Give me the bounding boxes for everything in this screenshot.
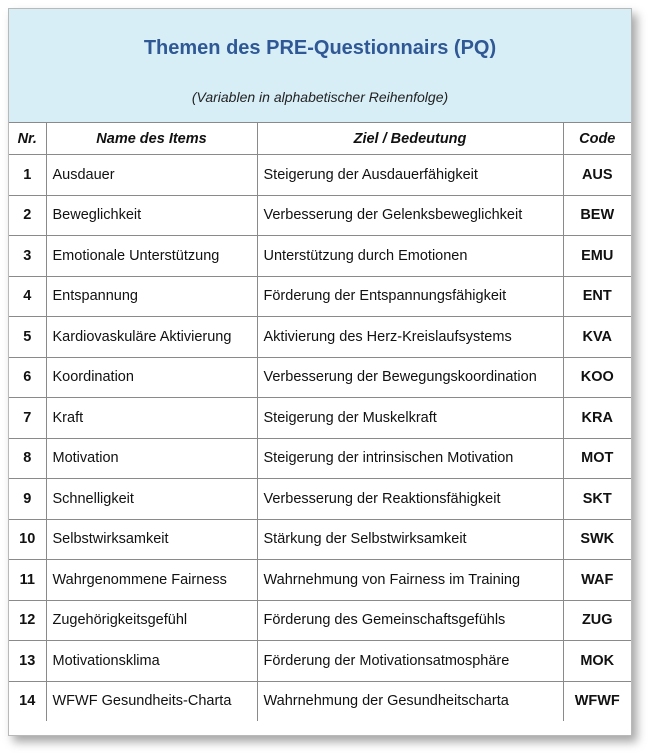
column-header-ziel: Ziel / Bedeutung [257, 123, 563, 155]
cell-nr: 6 [9, 357, 46, 398]
table-row [9, 398, 631, 439]
cell-code: EMU [563, 236, 631, 277]
cell-ziel: Förderung des Gemeinschaftsgefühls [257, 600, 563, 641]
cell-code: SWK [563, 519, 631, 560]
cell-nr: 12 [9, 600, 46, 641]
table-row [9, 438, 631, 479]
cell-name: Entspannung [46, 276, 257, 317]
cell-name: Wahrgenommene Fairness [46, 560, 257, 601]
cell-code: MOK [563, 641, 631, 682]
cell-code: ZUG [563, 600, 631, 641]
cell-ziel: Verbesserung der Reaktionsfähigkeit [257, 479, 563, 520]
cell-nr: 10 [9, 519, 46, 560]
cell-name: Emotionale Unterstützung [46, 236, 257, 277]
pq-table-card [8, 8, 632, 736]
cell-code: KOO [563, 357, 631, 398]
items-table [9, 123, 631, 721]
cell-code: ENT [563, 276, 631, 317]
table-row [9, 276, 631, 317]
cell-ziel: Steigerung der Ausdauerfähigkeit [257, 155, 563, 196]
cell-ziel: Verbesserung der Gelenksbeweglichkeit [257, 195, 563, 236]
cell-name: Schnelligkeit [46, 479, 257, 520]
cell-code: KVA [563, 317, 631, 358]
cell-nr: 11 [9, 560, 46, 601]
cell-name: Kardiovaskuläre Aktivierung [46, 317, 257, 358]
cell-name: WFWF Gesundheits-Charta [46, 681, 257, 721]
cell-nr: 14 [9, 681, 46, 721]
header-row [9, 123, 631, 155]
table-row [9, 560, 631, 601]
table-row [9, 236, 631, 277]
table-row [9, 519, 631, 560]
cell-ziel: Förderung der Motivationsatmosphäre [257, 641, 563, 682]
cell-nr: 8 [9, 438, 46, 479]
cell-ziel: Wahrnehmung von Fairness im Training [257, 560, 563, 601]
table-row [9, 357, 631, 398]
table-header-banner [9, 9, 631, 123]
table-title: Themen des PRE-Questionnairs (PQ) [143, 37, 497, 59]
cell-nr: 4 [9, 276, 46, 317]
cell-name: Kraft [46, 398, 257, 439]
cell-code: MOT [563, 438, 631, 479]
cell-nr: 2 [9, 195, 46, 236]
cell-code: SKT [563, 479, 631, 520]
table-row [9, 479, 631, 520]
cell-nr: 5 [9, 317, 46, 358]
cell-name: Ausdauer [46, 155, 257, 196]
table-row [9, 317, 631, 358]
cell-name: Motivation [46, 438, 257, 479]
cell-name: Selbstwirksamkeit [46, 519, 257, 560]
table-row [9, 641, 631, 682]
table-subtitle: (Variablen in alphabetischer Reihenfolge) [191, 89, 449, 105]
cell-code: WFWF [563, 681, 631, 721]
cell-nr: 9 [9, 479, 46, 520]
cell-nr: 13 [9, 641, 46, 682]
table-row [9, 155, 631, 196]
cell-nr: 1 [9, 155, 46, 196]
cell-ziel: Unterstützung durch Emotionen [257, 236, 563, 277]
table-row [9, 681, 631, 721]
table-row [9, 195, 631, 236]
cell-name: Beweglichkeit [46, 195, 257, 236]
cell-code: KRA [563, 398, 631, 439]
table-row [9, 600, 631, 641]
column-header-nr: Nr. [9, 123, 46, 155]
cell-code: WAF [563, 560, 631, 601]
table-body [9, 155, 631, 722]
cell-ziel: Aktivierung des Herz-Kreislaufsystems [257, 317, 563, 358]
cell-code: BEW [563, 195, 631, 236]
cell-ziel: Förderung der Entspannungsfähigkeit [257, 276, 563, 317]
cell-ziel: Wahrnehmung der Gesundheitscharta [257, 681, 563, 721]
cell-code: AUS [563, 155, 631, 196]
cell-ziel: Steigerung der Muskelkraft [257, 398, 563, 439]
cell-nr: 7 [9, 398, 46, 439]
cell-ziel: Steigerung der intrinsischen Motivation [257, 438, 563, 479]
cell-ziel: Verbesserung der Bewegungskoordination [257, 357, 563, 398]
cell-name: Zugehörigkeitsgefühl [46, 600, 257, 641]
cell-name: Motivationsklima [46, 641, 257, 682]
column-header-name: Name des Items [46, 123, 257, 155]
cell-name: Koordination [46, 357, 257, 398]
cell-ziel: Stärkung der Selbstwirksamkeit [257, 519, 563, 560]
cell-nr: 3 [9, 236, 46, 277]
column-header-code: Code [563, 123, 631, 155]
